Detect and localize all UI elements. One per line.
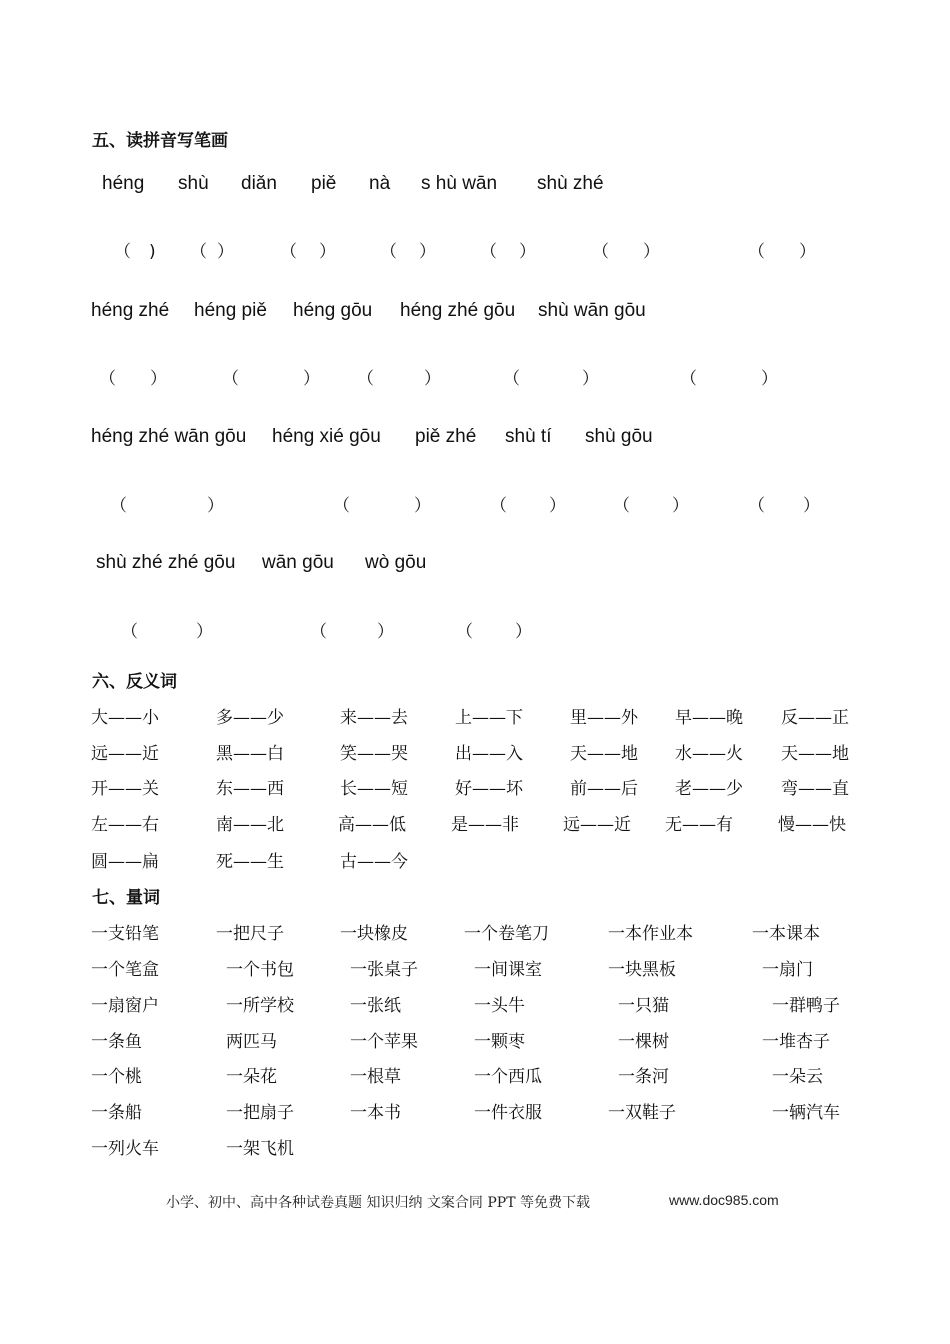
answer-blank[interactable]: （ ） [380, 242, 436, 262]
measure-word-item: 一辆汽车 [772, 1103, 840, 1123]
footer-url[interactable]: www.doc985.com [669, 1192, 779, 1208]
antonym-pair: 多——少 [216, 708, 284, 728]
pinyin-item: shù tí [505, 426, 552, 447]
measure-word-item: 一堆杏子 [762, 1032, 830, 1052]
answer-blank[interactable]: （ ） [222, 369, 320, 389]
measure-word-item: 一所学校 [226, 996, 294, 1016]
measure-word-item: 一本课本 [752, 924, 820, 944]
measure-word-item: 一条河 [618, 1067, 669, 1087]
measure-word-item: 一个笔盒 [91, 960, 159, 980]
antonym-pair: 反——正 [781, 708, 849, 728]
measure-word-item: 一双鞋子 [608, 1103, 676, 1123]
pinyin-item: héng gōu [293, 300, 373, 321]
measure-word-item: 一间课室 [474, 960, 542, 980]
measure-word-item: 一颗枣 [474, 1032, 525, 1052]
answer-blank[interactable]: （ ） [280, 242, 336, 262]
answer-blank[interactable]: （ ） [503, 369, 599, 389]
measure-word-item: 一支铅笔 [91, 924, 159, 944]
measure-word-item: 一朵花 [226, 1067, 277, 1087]
pinyin-item: wān gōu [262, 552, 334, 573]
antonym-pair: 开——关 [91, 779, 159, 799]
antonym-pair: 来——去 [340, 708, 408, 728]
pinyin-item: shù wān gōu [538, 300, 646, 321]
pinyin-item: shù zhé zhé gōu [96, 552, 236, 573]
answer-blank[interactable]: （ ) [114, 242, 156, 262]
measure-word-item: 一张纸 [350, 996, 401, 1016]
measure-word-item: 两匹马 [226, 1032, 277, 1052]
answer-blank[interactable]: （ ） [99, 369, 167, 389]
answer-blank[interactable]: （ ） [121, 622, 213, 642]
antonym-pair: 左——右 [91, 815, 159, 835]
answer-blank[interactable]: （ ） [592, 242, 660, 262]
antonym-pair: 长——短 [340, 779, 408, 799]
antonym-pair: 高——低 [338, 815, 406, 835]
antonym-pair: 出——入 [455, 744, 523, 764]
answer-blank[interactable]: （ ） [310, 622, 394, 642]
answer-blank[interactable]: （ ） [456, 622, 532, 642]
answer-blank[interactable]: （ ） [748, 242, 816, 262]
measure-word-item: 一块橡皮 [340, 924, 408, 944]
measure-word-item: 一群鸭子 [772, 996, 840, 1016]
answer-blank[interactable]: （ ） [357, 369, 441, 389]
measure-word-item: 一本书 [350, 1103, 401, 1123]
antonym-pair: 笑——哭 [340, 744, 408, 764]
antonym-pair: 老——少 [675, 779, 743, 799]
measure-word-item: 一架飞机 [226, 1139, 294, 1159]
pinyin-item: héng zhé gōu [400, 300, 516, 321]
antonym-pair: 好——坏 [455, 779, 523, 799]
antonym-pair: 圆——扁 [91, 852, 159, 872]
antonym-pair: 上——下 [455, 708, 523, 728]
antonym-pair: 慢——快 [778, 815, 846, 835]
measure-word-item: 一只猫 [618, 996, 669, 1016]
section-5-title: 五、读拼音写笔画 [92, 131, 228, 151]
measure-word-item: 一个苹果 [350, 1032, 418, 1052]
measure-word-item: 一扇窗户 [91, 996, 159, 1016]
measure-word-item: 一根草 [350, 1067, 401, 1087]
measure-word-item: 一头牛 [474, 996, 525, 1016]
antonym-pair: 里——外 [570, 708, 638, 728]
antonym-pair: 南——北 [216, 815, 284, 835]
pinyin-item: shù [178, 173, 209, 194]
antonym-pair: 天——地 [570, 744, 638, 764]
antonym-pair: 水——火 [675, 744, 743, 764]
antonym-pair: 弯——直 [781, 779, 849, 799]
section-7-title: 七、量词 [92, 888, 160, 908]
measure-word-item: 一个书包 [226, 960, 294, 980]
answer-blank[interactable]: （ ） [680, 369, 778, 389]
antonym-pair: 早——晚 [675, 708, 743, 728]
measure-word-item: 一条鱼 [91, 1032, 142, 1052]
measure-word-item: 一条船 [91, 1103, 142, 1123]
pinyin-item: héng zhé [91, 300, 170, 321]
antonym-pair: 大——小 [91, 708, 159, 728]
measure-word-item: 一个西瓜 [474, 1067, 542, 1087]
pinyin-item: shù gōu [585, 426, 653, 447]
antonym-pair: 黑——白 [216, 744, 284, 764]
measure-word-item: 一把尺子 [216, 924, 284, 944]
measure-word-item: 一件衣服 [474, 1103, 542, 1123]
answer-blank[interactable]: （ ） [190, 242, 234, 262]
antonym-pair: 古——今 [340, 852, 408, 872]
answer-blank[interactable]: （ ） [490, 496, 566, 516]
pinyin-item: héng zhé wān gōu [91, 426, 247, 447]
answer-blank[interactable]: （ ） [480, 242, 536, 262]
answer-blank[interactable]: （ ） [333, 496, 431, 516]
measure-word-item: 一个桃 [91, 1067, 142, 1087]
pinyin-item: piě [311, 173, 337, 194]
antonym-pair: 死——生 [216, 852, 284, 872]
pinyin-item: héng xié gōu [272, 426, 381, 447]
antonym-pair: 东——西 [216, 779, 284, 799]
measure-word-item: 一个卷笔刀 [464, 924, 549, 944]
measure-word-item: 一扇门 [762, 960, 813, 980]
measure-word-item: 一朵云 [772, 1067, 823, 1087]
measure-word-item: 一块黑板 [608, 960, 676, 980]
antonym-pair: 天——地 [781, 744, 849, 764]
answer-blank[interactable]: （ ） [613, 496, 689, 516]
section-6-title: 六、反义词 [92, 672, 177, 692]
measure-word-item: 一把扇子 [226, 1103, 294, 1123]
antonym-pair: 远——近 [563, 815, 631, 835]
pinyin-item: héng [102, 173, 145, 194]
answer-blank[interactable]: （ ） [748, 496, 820, 516]
answer-blank[interactable]: （ ） [110, 496, 224, 516]
pinyin-item: héng piě [194, 300, 267, 321]
measure-word-item: 一张桌子 [350, 960, 418, 980]
pinyin-item: shù zhé [537, 173, 604, 194]
pinyin-item: nà [369, 173, 391, 194]
footer-text: 小学、初中、高中各种试卷真题 知识归纳 文案合同 PPT 等免费下载 [166, 1195, 590, 1211]
antonym-pair: 是——非 [451, 815, 519, 835]
measure-word-item: 一列火车 [91, 1139, 159, 1159]
pinyin-item: s hù wān [421, 173, 498, 194]
pinyin-item: wò gōu [365, 552, 427, 573]
antonym-pair: 前——后 [570, 779, 638, 799]
pinyin-item: piě zhé [415, 426, 477, 447]
antonym-pair: 远——近 [91, 744, 159, 764]
measure-word-item: 一棵树 [618, 1032, 669, 1052]
measure-word-item: 一本作业本 [608, 924, 693, 944]
antonym-pair: 无——有 [665, 815, 733, 835]
pinyin-item: diǎn [241, 173, 277, 194]
